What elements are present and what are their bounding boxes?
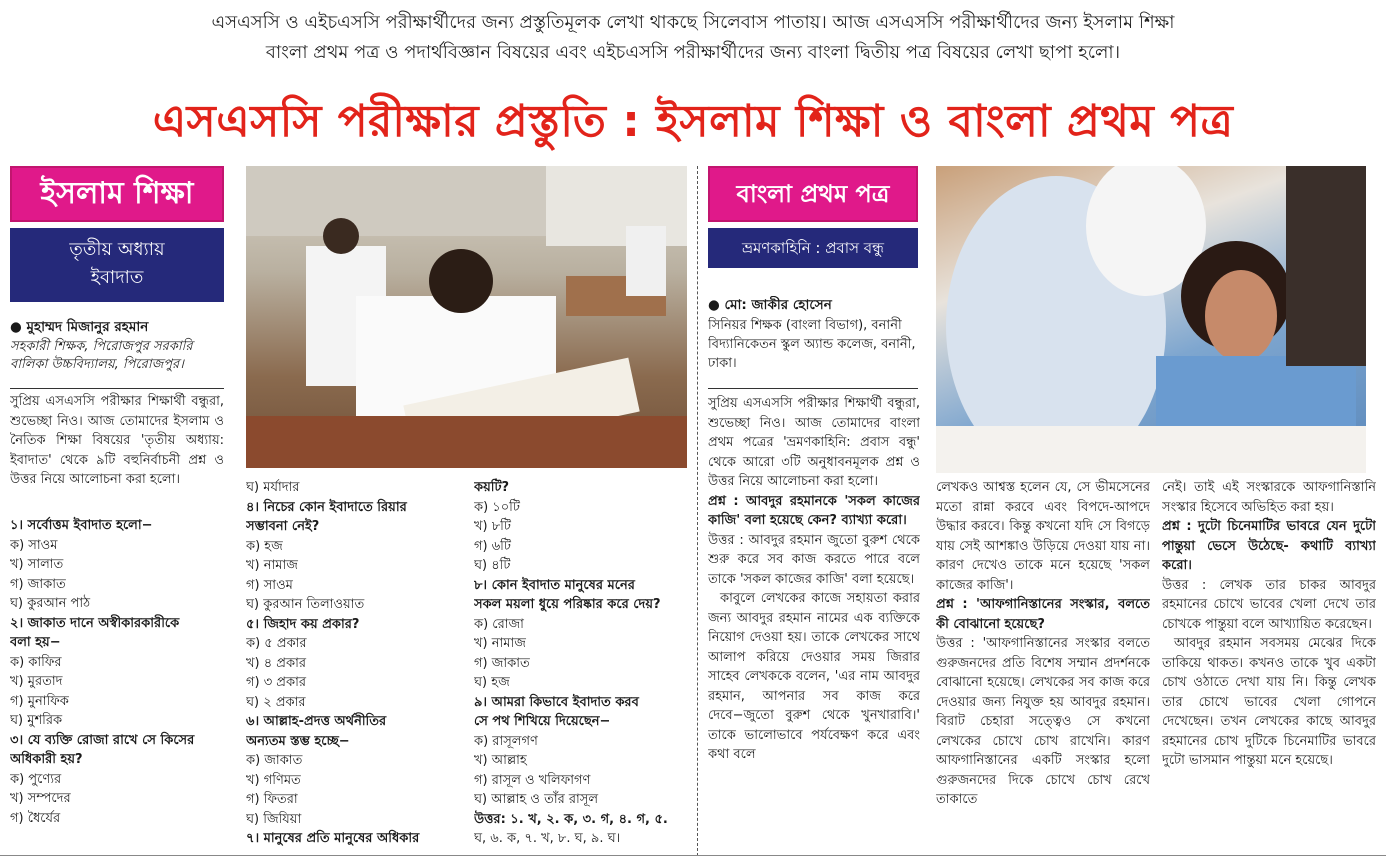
option-line: গ) ধৈর্যের: [10, 810, 61, 826]
islam-subject-label: ইসলাম শিক্ষা: [10, 166, 224, 222]
bangla-header: [708, 166, 918, 286]
option-line: ক) ৫ প্রকার: [246, 636, 307, 651]
question-line: সম্ভাবনা নেই?: [246, 519, 320, 534]
option-line: গ) সাওম: [246, 577, 293, 593]
bangla-col3-text: নেই। তাই এই সংস্কারকে আফগানিস্তানি সংস্কার হিসেবে অভিহিত করা হয়।: [1162, 480, 1376, 515]
option-line: ক) রাসূলগণ: [474, 733, 538, 749]
option-line: খ) ৪ প্রকার: [246, 655, 307, 671]
option-line: ক) কাফির: [10, 654, 62, 670]
section-divider: [697, 166, 698, 856]
option-line: গ) ফিতরা: [246, 792, 298, 807]
option-line: ক) জাকাত: [246, 753, 303, 768]
option-line: খ) সম্পদের: [10, 791, 71, 806]
option-line: ঘ) ৪টি: [474, 558, 511, 573]
question-line: ২। জাকাত দানে অস্বীকারকারীকে: [10, 615, 180, 631]
islam-questions-col2: [246, 478, 456, 846]
option-line: খ) ৮টি: [474, 519, 511, 534]
question-line: বলা হয়−: [10, 635, 61, 650]
option-line: খ) মুরতাদ: [10, 674, 63, 689]
option-line: খ) আল্লাহ: [474, 753, 527, 768]
islam-chapter-line2: ইবাদাত: [90, 267, 144, 288]
bangla-col2-text: লেখকও আশ্বস্ত হলেন যে, সে ভীমসেনের মতো রান্না করবে এবং বিপদে-আপদে উদ্ধার করবে। কিন্তু কখনো যদি সে বিগড়ে যায় সেই আশঙ্কাও উড়িয়ে দেওয়া যায় না। কারণ দেখেও তাকে মনে হয়েছে 'সকল কাজের কাজি'।: [936, 480, 1150, 593]
option-line: ঘ) ২ প্রকার: [246, 694, 306, 710]
question-line: ৪। নিচের কোন ইবাদাতে রিয়ার: [246, 499, 407, 515]
bangla-answer-3-cont: আবদুর রহমান সবসময় মেঝের দিকে তাকিয়ে থাকত। কখনও তাকে খুব একটা চোখ ওঠাতে দেখা যায় নি। কিন্তু লেখক তার চোখে ভাবের খেলা গোপনে দেখেছেন। তখন লেখকের কাছে আবদুর রহমানের চোখ দুটিকে চিনেমাটির ভাবরে দুটো ভাসমান পান্তুয়া মনে হয়েছে।: [1162, 636, 1376, 768]
option-line: গ) মুনাফিক: [10, 693, 69, 709]
exam-hall-illustration: [246, 166, 687, 468]
option-line: ঘ) জিযিয়া: [246, 811, 302, 827]
bangla-col3: [1162, 478, 1376, 848]
question-line: অধিকারী হয়?: [10, 752, 83, 767]
islam-rule: [10, 388, 224, 389]
option-line: গ) ৬টি: [474, 538, 511, 554]
question-line: ৫। জিহাদ কয় প্রকার?: [246, 616, 360, 632]
question-line: কয়টি?: [474, 480, 510, 495]
bangla-byline: [708, 296, 918, 382]
option-line: ক) রোজা: [474, 616, 524, 632]
islam-questions-col1: [10, 516, 224, 846]
islam-chapter-line1: তৃতীয় অধ্যায়: [69, 239, 165, 260]
option-line: গ) জাকাত: [10, 576, 66, 592]
option-line: খ) গণিমত: [246, 772, 301, 788]
option-line: ক) সাওম: [10, 537, 58, 553]
bangla-chapter-box: ভ্রমণকাহিনি : প্রবাস বন্ধু: [708, 228, 918, 268]
bangla-affiliation: সিনিয়র শিক্ষক (বাংলা বিভাগ), বনানী বিদ্যানিকেতন স্কুল অ্যান্ড কলেজ, বনানী, ঢাকা।: [708, 317, 916, 371]
option-line: খ) সালাত: [10, 557, 64, 572]
intro-text: [0, 8, 1386, 68]
option-line: ঘ) হজ: [474, 675, 510, 690]
bangla-question-1: প্রশ্ন : আবদুর রহমানকে 'সকল কাজের কাজি' বলা হয়েছে কেন? ব্যাখ্যা করো।: [708, 493, 920, 528]
option-line: ঘ, ৬. ক, ৭. খ, ৮. ঘ, ৯. ঘ।: [474, 831, 621, 846]
bangla-author: ● মো: জাকীর হোসেন: [708, 297, 832, 313]
page-headline: এসএসসি পরীক্ষার প্রস্তুতি : ইসলাম শিক্ষা ও বাংলা প্রথম পত্র: [152, 96, 1234, 147]
bangla-col1: [708, 394, 920, 854]
question-line: ১। সর্বোত্তম ইবাদাত হলো−: [10, 518, 153, 533]
bangla-subject-label: বাংলা প্রথম পত্র: [708, 166, 918, 222]
bangla-answer-1-cont: কাবুলে লেখকের কাজে সহায়তা করার জন্য আবদুর রহমান নামের এক ব্যক্তিকে নিয়োগ দেওয়া হয়। তাকে লেখকের সাথে আলাপ করিয়ে দেওয়ার সময় জিরার সাহেব লেখককে বলেন, 'এর নাম আবদুর রহমান, আপনার সব কাজ করে দেবে−জুতো বুরুশ থেকে খুনখারাবি।' তাকে ভালোভাবে পর্যবেক্ষণ করে এবং কথা বলে: [708, 591, 920, 762]
option-line: ঘ) কুরআন পাঠ: [10, 596, 91, 611]
question-line: ৩। যে ব্যক্তি রোজা রাখে সে কিসের: [10, 732, 195, 748]
option-line: গ) ৩ প্রকার: [246, 675, 307, 690]
students-illustration: [936, 166, 1366, 473]
question-line: ৯। আমরা কিভাবে ইবাদাত করব: [474, 694, 639, 710]
question-line: ৬। আল্লাহ-প্রদত্ত অর্থনীতির: [246, 714, 387, 729]
students-writing-photo: [936, 166, 1366, 473]
islam-author: ● মুহাম্মদ মিজানুর রহমান: [10, 319, 149, 335]
islam-header: [10, 166, 224, 306]
option-line: ঘ) মর্যাদার: [246, 480, 300, 495]
option-line: ঘ) মুশরিক: [10, 713, 63, 728]
question-line: অন্যতম স্তম্ভ হচ্ছে−: [246, 733, 350, 749]
bangla-rule: [708, 388, 918, 389]
intro-line-1: এসএসসি ও এইচএসসি পরীক্ষার্থীদের জন্য প্রস্তুতিমূলক লেখা থাকছে সিলেবাস পাতায়। আজ এসএসসি পরীক্ষার্থীদের জন্য ইসলাম শিক্ষা: [211, 12, 1175, 33]
option-line: গ) রাসূল ও খলিফাগণ: [474, 772, 591, 788]
option-line: ক) ১০টি: [474, 499, 520, 515]
islam-affiliation: সহকারী শিক্ষক, পিরোজপুর সরকারি বালিকা উচ্চবিদ্যালয়, পিরোজপুর।: [10, 338, 193, 372]
bangla-answer-2: উত্তর : 'আফগানিস্তানের সংস্কার বলতে গুরুজনদের প্রতি বিশেষ সম্মান প্রদর্শনকে বোঝানো হয়েছে। লেখকের সব কাজ করে দেওয়ার জন্য নিযুক্ত হয় আবদুর রহমান। বিরাট চেহারা সত্ত্বেও সে কখনো লেখকের চোখে চোখ রাখেনি। কারণ আফগানিস্তানের একটি সংস্কার হলো গুরুজনদের দিকে চোখে চোখ রেখে তাকাতে: [936, 636, 1150, 807]
question-line: সকল ময়লা ধুয়ে পরিষ্কার করে দেয়?: [474, 597, 661, 612]
option-line: খ) নামাজ: [474, 636, 526, 651]
option-line: ঘ) কুরআন তিলাওয়াত: [246, 597, 365, 612]
question-line: ৭। মানুষের প্রতি মানুষের অধিকার: [246, 831, 420, 846]
option-line: ঘ) আল্লাহ ও তাঁর রাসূল: [474, 792, 599, 807]
bangla-answer-3: উত্তর : লেখক তার চাকর আবদুর রহমানের চোখে ভাবের খেলা দেখে তার চোখকে পান্তুয়া বলে আখ্যায়িত করেছেন।: [1162, 577, 1376, 632]
bangla-col2: [936, 478, 1150, 848]
exam-hall-photo: [246, 166, 687, 468]
bangla-intro: সুপ্রিয় এসএসসি পরীক্ষার শিক্ষার্থী বন্ধুরা, শুভেচ্ছা নিও। আজ তোমাদের বাংলা প্রথম পত্রের 'ভ্রমণকাহিনি: প্রবাস বন্ধু' থেকে আরো ৩টি অনুধাবনমূলক প্রশ্ন ও উত্তর নিয়ে আলোচনা করা হলো।: [708, 396, 920, 489]
islam-byline: [10, 318, 224, 382]
islam-intro-paragraph: সুপ্রিয় এসএসসি পরীক্ষার শিক্ষার্থী বন্ধুরা, শুভেচ্ছা নিও। আজ তোমাদের ইসলাম ও নৈতিক শিক্ষা বিষয়ের 'তৃতীয় অধ্যায়: ইবাদাত' থেকে ৯টি বহুনির্বাচনী প্রশ্ন ও উত্তর নিয়ে আলোচনা করা হলো।: [10, 394, 224, 487]
intro-line-2: বাংলা প্রথম পত্র ও পদার্থবিজ্ঞান বিষয়ের এবং এইচএসসি পরীক্ষার্থীদের জন্য বাংলা দ্বিতীয় পত্র বিষয়ের লেখা ছাপা হলো।: [265, 42, 1121, 63]
question-line: সে পথ শিখিয়ে দিয়েছেন−: [474, 714, 611, 729]
question-line: উত্তর: ১. খ, ২. ক, ৩. গ, ৪. গ, ৫.: [474, 811, 668, 827]
question-line: ৮। কোন ইবাদাত মানুষের মনের: [474, 577, 635, 593]
option-line: ক) পুণ্যের: [10, 771, 62, 787]
bangla-answer-1: উত্তর : আবদুর রহমান জুতো বুরুশ থেকে শুরু করে সব কাজ করতে পারে বলে তাকে 'সকল কাজের কাজি' বলা হয়েছে।: [708, 532, 920, 587]
bangla-question-2: প্রশ্ন : 'আফগানিস্তানের সংস্কার, বলতে কী বোঝানো হয়েছে?: [936, 597, 1150, 632]
islam-chapter-box: [10, 228, 224, 302]
bangla-question-3: প্রশ্ন : দুটো চিনেমাটির ভাবরে যেন দুটো পান্তুয়া ভেসে উঠেছে- কথাটি ব্যাখ্যা করো।: [1162, 519, 1376, 573]
option-line: গ) জাকাত: [474, 655, 530, 671]
bottom-rule: [0, 855, 1386, 856]
islam-questions-col3: [474, 478, 688, 846]
option-line: ক) হজ: [246, 538, 283, 554]
option-line: খ) নামাজ: [246, 558, 298, 573]
